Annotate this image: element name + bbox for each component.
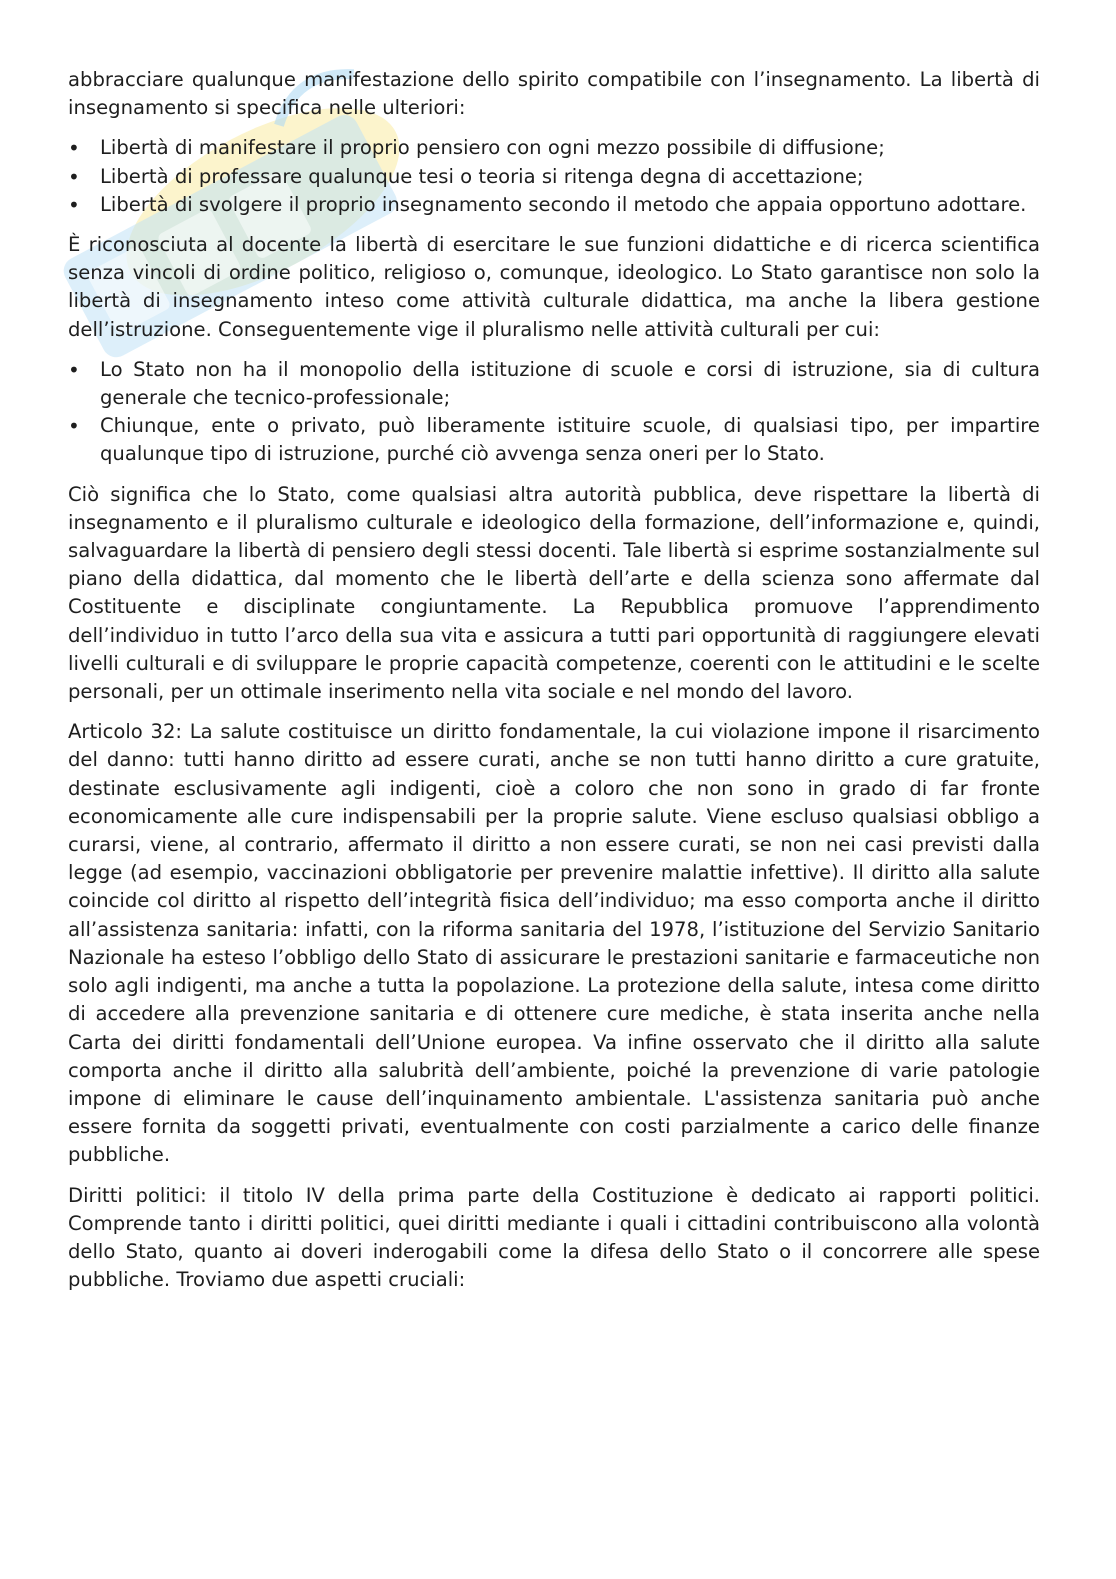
article-32-paragraph: Articolo 32: La salute costituisce un diritto fondamentale, la cui violazione impone il risarcimento del danno: tutti hanno diritto ad essere curati, anche se non tutti hanno diritto a cure gratuite, destinate esclusivamente agli indigenti, cioè a coloro che non sono in grado di far fronte economicamente alle cure indispensabili per la proprie salute. Viene escluso qualsiasi obbligo a curarsi, viene, al contrario, affermato il diritto a non essere curati, se non nei casi previsti dalla legge (ad esempio, vaccinazioni obbligatorie per prevenire malattie infettive). Il diritto alla salute coincide col diritto al rispetto dell’integrità fisica dell’individuo; ma esso comporta anche il diritto all’assistenza sanitaria: infatti, con la riforma sanitaria del 1978, l’istituzione del Servizio Sanitario Nazionale ha esteso l’obbligo dello Stato di assicurare le prestazioni sanitarie e farmaceutiche non solo agli indigenti, ma anche a tutta la popolazione. La protezione della salute, intesa come diritto di accedere alla prevenzione sanitaria e di ottenere cure mediche, è stata inserita anche nella Carta dei diritti fondamentali dell’Unione europea. Va infine osservato che il diritto alla salute comporta anche il diritto alla salubrità dell’ambiente, poiché la prevenzione di varie patologie impone di eliminare le cause dell’inquinamento ambientale. L'assistenza sanitaria può anche essere fornita da soggetti privati, eventualmente con costi parzialmente a carico delle finanze pubbliche.	[68, 720, 1040, 1167]
teacher-freedom-paragraph: È riconosciuta al docente la libertà di esercitare le sue funzioni didattiche e di ricerca scientifica senza vincoli di ordine politico, religioso o, comunque, ideologico. Lo Stato garantisce non solo la libertà di insegnamento inteso come attività culturale didattica, ma anche la libera gestione dell’istruzione. Conseguentemente vige il pluralismo nelle attività culturali per cui:	[68, 233, 1040, 341]
freedoms-list	[68, 134, 1040, 219]
list-item: • Libertà di svolgere il proprio insegnamento secondo il metodo che appaia opportuno adottare.	[68, 191, 1040, 219]
list-item: • Libertà di professare qualunque tesi o teoria si ritenga degna di accettazione;	[68, 163, 1040, 191]
state-paragraph: Ciò significa che lo Stato, come qualsiasi altra autorità pubblica, deve rispettare la libertà di insegnamento e il pluralismo culturale e ideologico della formazione, dell’informazione e, quindi, salvaguardare la libertà di pensiero degli stessi docenti. Tale libertà si esprime sostanzialmente sul piano della didattica, dal momento che le libertà dell’arte e della scienza sono affermate dal Costituente e disciplinate congiuntamente. La Repubblica promuove l’apprendimento dell’individuo in tutto l’arco della sua vita e assicura a tutti pari opportunità di raggiungere elevati livelli culturali e di sviluppare le proprie capacità competenze, coerenti con le attitudini e le scelte personali, per un ottimale inserimento nella vita sociale e nel mondo del lavoro.	[68, 482, 1040, 704]
political-rights-paragraph: Diritti politici: il titolo IV della prima parte della Costituzione è dedicato ai rapporti politici. Comprende tanto i diritti politici, quei diritti mediante i quali i cittadini contribuiscono alla volontà dello Stato, quanto ai doveri inderogabili come la difesa dello Stato o il concorrere alle spese pubbliche. Troviamo due aspetti cruciali:	[68, 1183, 1040, 1292]
list-item: • Lo Stato non ha il monopolio della istituzione di scuole e corsi di istruzione, sia di cultura generale che tecnico-professionale;	[68, 356, 1040, 412]
list-item: • Libertà di manifestare il proprio pensiero con ogni mezzo possibile di diffusione;	[68, 134, 1040, 162]
list-item: • Chiunque, ente o privato, può liberamente istituire scuole, di qualsiasi tipo, per impartire qualunque tipo di istruzione, purché ciò avvenga senza oneri per lo Stato.	[68, 412, 1040, 468]
intro-paragraph: abbracciare qualunque manifestazione dello spirito compatibile con l’insegnamento. La libertà di insegnamento si specifica nelle ulteriori:	[68, 68, 1040, 120]
document-page	[68, 66, 1040, 1306]
pluralism-list	[68, 356, 1040, 469]
